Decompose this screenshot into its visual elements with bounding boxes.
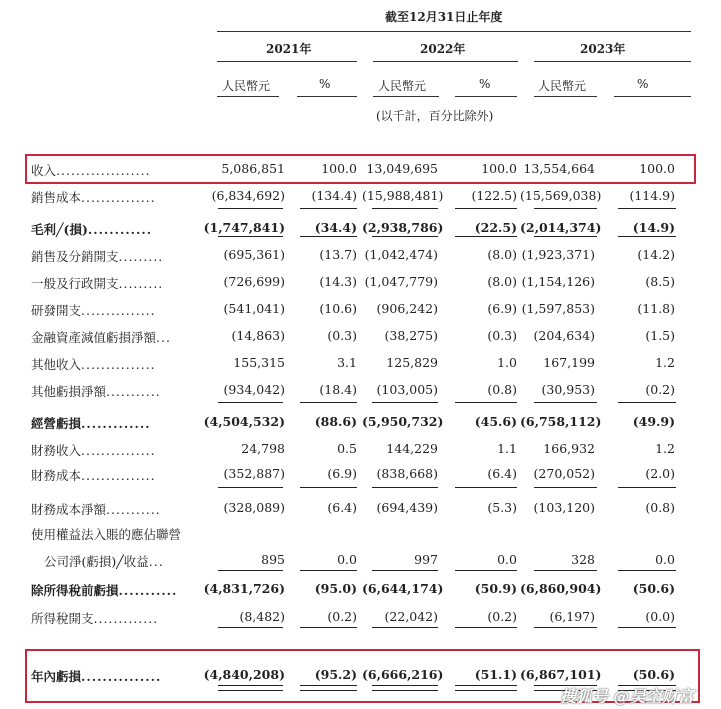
subtotal-rule [372,402,438,403]
row-leader-dots: ......... [118,276,164,291]
cell-value: (14.2) [637,247,675,262]
cell-value: (114.9) [629,188,675,203]
year-2023: 2023年 [580,42,626,56]
cell-value: (88.6) [314,414,357,429]
cell-value: (5.3) [487,500,517,515]
cell-value: (6,197) [549,609,595,624]
cell-value: 100.0 [481,161,517,176]
subtotal-rule [300,402,357,403]
subtotal-rule [372,487,438,488]
total-double-rule [300,685,357,691]
cell-value: (6,834,692) [211,188,285,203]
cell-value: (1,923,371) [521,247,595,262]
row-label [31,301,156,319]
cell-value: (50.6) [632,581,675,596]
cell-value: 997 [414,552,438,567]
cell-value: (4,831,726) [203,581,285,596]
cell-value: (2,014,374) [520,220,602,235]
cell-value: (1.5) [645,328,675,343]
cell-value: (15,569,038) [520,188,602,203]
subtotal-rule [218,487,283,488]
col-rule-4 [455,96,517,97]
row-label [31,274,163,292]
row-leader-dots: ............... [81,357,156,372]
cell-value: 167,199 [543,355,595,370]
cell-value: 895 [261,552,285,567]
row-label [31,188,156,206]
subtotal-rule [300,627,357,628]
period-header: 截至12月31日止年度 [385,10,503,24]
table-row [0,216,721,240]
subtotal-rule [618,487,676,488]
subtotal-rule [534,236,597,237]
cell-value: (1,597,853) [521,301,595,316]
subtotal-rule [300,236,357,237]
cell-value: 0.0 [497,552,517,567]
year-2021: 2021年 [266,42,312,56]
subtotal-rule [218,208,283,209]
row-label [31,466,156,484]
cell-value: (6,860,904) [520,581,602,596]
row-leader-dots: ............... [81,190,156,205]
row-label [31,382,161,400]
table-row [0,577,721,601]
col-rule-3 [373,96,439,97]
cell-value: (2.0) [645,466,675,481]
total-double-rule [218,685,283,691]
table-row [0,324,721,348]
cell-value: (0.2) [327,609,357,624]
cell-value: (14.9) [632,220,675,235]
row-leader-dots: ............... [81,669,162,684]
cell-value: (34.4) [314,220,357,235]
subtotal-rule [618,208,676,209]
cell-value: (541,041) [223,301,285,316]
row-leader-dots: ........... [106,384,161,399]
cell-value: (695,361) [223,247,285,262]
cell-value: 125,829 [386,355,438,370]
row-label-text: 銷售及分銷開支 [31,249,119,264]
row-leader-dots: ... [148,554,164,569]
year-2022: 2022年 [420,42,466,56]
row-leader-dots: ... [156,330,171,345]
cell-value: (4,504,532) [203,414,285,429]
row-label [31,609,158,627]
row-label-text: 財務成本 [31,468,82,483]
table-row [0,243,721,267]
row-label [31,525,181,543]
row-label [31,355,156,373]
cell-value: 100.0 [639,161,675,176]
cell-value: (1,747,841) [203,220,285,235]
cell-value: (906,242) [376,301,438,316]
row-leader-dots: ........... [118,583,178,598]
total-double-rule [455,685,517,691]
row-leader-dots: ............ [87,222,153,237]
cell-value: (22,042) [384,609,438,624]
subtotal-rule [618,236,676,237]
cell-value: 100.0 [321,161,357,176]
table-row [0,297,721,321]
table-row [0,437,721,461]
row-leader-dots: ............... [81,468,156,483]
cell-value: (6,758,112) [520,414,602,429]
cell-value: (694,439) [376,500,438,515]
cell-value: (6.9) [327,466,357,481]
units-note: (以千計，百分比除外) [376,109,494,123]
cell-value: (352,887) [223,466,285,481]
col-rmb-2022: 人民幣元 [378,79,427,93]
row-label [44,552,164,570]
col-rule-1 [217,96,279,97]
year-rule-2021 [217,61,357,62]
cell-value: (1,042,474) [364,247,438,262]
highlight-revenue [25,154,696,184]
subtotal-rule [455,487,517,488]
col-pct-2022: % [479,77,491,91]
row-label-text: 收入 [31,163,57,178]
row-label-text: 一般及行政開支 [31,276,119,291]
col-rule-6 [614,96,691,97]
table-row [0,521,721,545]
cell-value: (0.8) [645,500,675,515]
cell-value: 1.2 [655,441,675,456]
row-label-text: 公司淨(虧損)╱收益 [44,554,149,569]
row-label-text: 財務收入 [31,443,82,458]
cell-value: (934,042) [223,382,285,397]
subtotal-rule [534,570,597,571]
subtotal-rule [534,487,597,488]
subtotal-rule [618,627,676,628]
col-rule-2 [297,96,357,97]
subtotal-rule [455,570,517,571]
cell-value: (8.0) [487,274,517,289]
row-leader-dots: ............... [81,303,156,318]
row-label [31,247,163,265]
row-label-text: 經營虧損 [31,416,82,431]
subtotal-rule [455,402,517,403]
cell-value: (103,120) [533,500,595,515]
subtotal-rule [534,208,597,209]
cell-value: (22.5) [474,220,517,235]
subtotal-rule [218,402,283,403]
cell-value: (10.6) [319,301,357,316]
cell-value: 13,049,695 [366,161,438,176]
cell-value: (50.6) [632,667,675,682]
table-row [0,184,721,208]
row-label-text: 毛利╱(損) [31,222,88,237]
cell-value: (4,840,208) [203,667,285,682]
year-rule-2023 [534,61,691,62]
cell-value: (0.3) [327,328,357,343]
table-row [0,351,721,375]
subtotal-rule [455,627,517,628]
period-rule [217,31,691,32]
cell-value: (14.3) [319,274,357,289]
cell-value: (6,867,101) [520,667,602,682]
cell-value: 3.1 [337,355,357,370]
row-leader-dots: ........... [106,502,161,517]
row-label [31,220,152,238]
cell-value: (0.2) [487,609,517,624]
row-label-text: 除所得稅前虧損 [31,583,119,598]
row-label-text: 銷售成本 [31,190,82,205]
cell-value: 5,086,851 [221,161,285,176]
table-row [0,548,721,572]
subtotal-rule [372,570,438,571]
row-label-text: 使用權益法入賬的應佔聯營 [31,527,182,542]
cell-value: (95.0) [314,581,357,596]
subtotal-rule [534,627,597,628]
row-label-text: 其他收入 [31,357,82,372]
cell-value: (6.4) [327,500,357,515]
cell-value: 1.2 [655,355,675,370]
subtotal-rule [300,208,357,209]
cell-value: (8.5) [645,274,675,289]
cell-value: (2,938,786) [362,220,444,235]
cell-value: 0.5 [337,441,357,456]
cell-value: (270,052) [533,466,595,481]
col-pct-2023: % [637,77,649,91]
cell-value: (103,005) [376,382,438,397]
cell-value: (95.2) [314,667,357,682]
col-rule-5 [534,96,597,97]
col-rmb-2023: 人民幣元 [538,79,587,93]
subtotal-rule [218,627,283,628]
cell-value: (13.7) [319,247,357,262]
cell-value: 24,798 [241,441,285,456]
row-label-text: 其他虧損淨額 [31,384,107,399]
subtotal-rule [618,570,676,571]
col-pct-2021: % [319,77,331,91]
row-leader-dots: ............. [81,416,151,431]
cell-value: (38,275) [384,328,438,343]
row-label [31,581,177,599]
table-row [0,378,721,402]
cell-value: 1.1 [497,441,517,456]
cell-value: (8.0) [487,247,517,262]
table-row [0,410,721,434]
subtotal-rule [300,487,357,488]
subtotal-rule [300,570,357,571]
cell-value: (838,668) [376,466,438,481]
cell-value: (30,953) [541,382,595,397]
year-rule-2022 [373,61,518,62]
cell-value: (5,950,732) [362,414,444,429]
subtotal-rule [372,208,438,209]
cell-value: (204,634) [533,328,595,343]
col-rmb-2021: 人民幣元 [222,79,271,93]
cell-value: 144,229 [386,441,438,456]
cell-value: (14,863) [231,328,285,343]
subtotal-rule [455,236,517,237]
cell-value: (328,089) [223,500,285,515]
table-row [0,496,721,520]
subtotal-rule [455,208,517,209]
cell-value: (0.8) [487,382,517,397]
cell-value: 0.0 [655,552,675,567]
row-label-text: 年內虧損 [31,669,82,684]
row-label-text: 研發開支 [31,303,82,318]
cell-value: (0.3) [487,328,517,343]
cell-value: (50.9) [474,581,517,596]
table-row [0,270,721,294]
cell-value: 155,315 [233,355,285,370]
cell-value: (6,644,174) [362,581,444,596]
cell-value: (0.2) [645,382,675,397]
subtotal-rule [618,402,676,403]
cell-value: (1,154,126) [521,274,595,289]
row-label-text: 財務成本淨額 [31,502,107,517]
cell-value: (45.6) [474,414,517,429]
cell-value: (0.0) [645,609,675,624]
cell-value: (8,482) [239,609,285,624]
subtotal-rule [218,236,283,237]
cell-value: 1.0 [497,355,517,370]
table-row [0,462,721,486]
table-row [0,605,721,629]
row-label-text: 所得稅開支 [31,611,94,626]
cell-value: 328 [571,552,595,567]
subtotal-rule [372,236,438,237]
cell-value: (6,666,216) [362,667,444,682]
cell-value: (49.9) [632,414,675,429]
row-label [31,500,161,518]
cell-value: (15,988,481) [362,188,444,203]
cell-value: (1,047,779) [364,274,438,289]
cell-value: (11.8) [637,301,675,316]
cell-value: (122.5) [471,188,517,203]
row-leader-dots: ......... [118,249,164,264]
row-label-text: 金融資產減值虧損淨額 [31,330,157,345]
row-label [31,414,151,432]
row-leader-dots: ................... [56,163,151,178]
row-leader-dots: ............. [93,611,159,626]
row-label [31,441,156,459]
cell-value: (51.1) [474,667,517,682]
total-double-rule [372,685,438,691]
row-leader-dots: ............... [81,443,156,458]
cell-value: (726,699) [223,274,285,289]
cell-value: (134.4) [311,188,357,203]
watermark: 搜狐号 @吴空财富 [560,687,694,706]
cell-value: (6.4) [487,466,517,481]
cell-value: 166,932 [543,441,595,456]
cell-value: 13,554,664 [523,161,595,176]
subtotal-rule [534,402,597,403]
cell-value: (6.9) [487,301,517,316]
cell-value: 0.0 [337,552,357,567]
subtotal-rule [372,627,438,628]
subtotal-rule [218,570,283,571]
cell-value: (18.4) [319,382,357,397]
row-label [31,328,171,346]
